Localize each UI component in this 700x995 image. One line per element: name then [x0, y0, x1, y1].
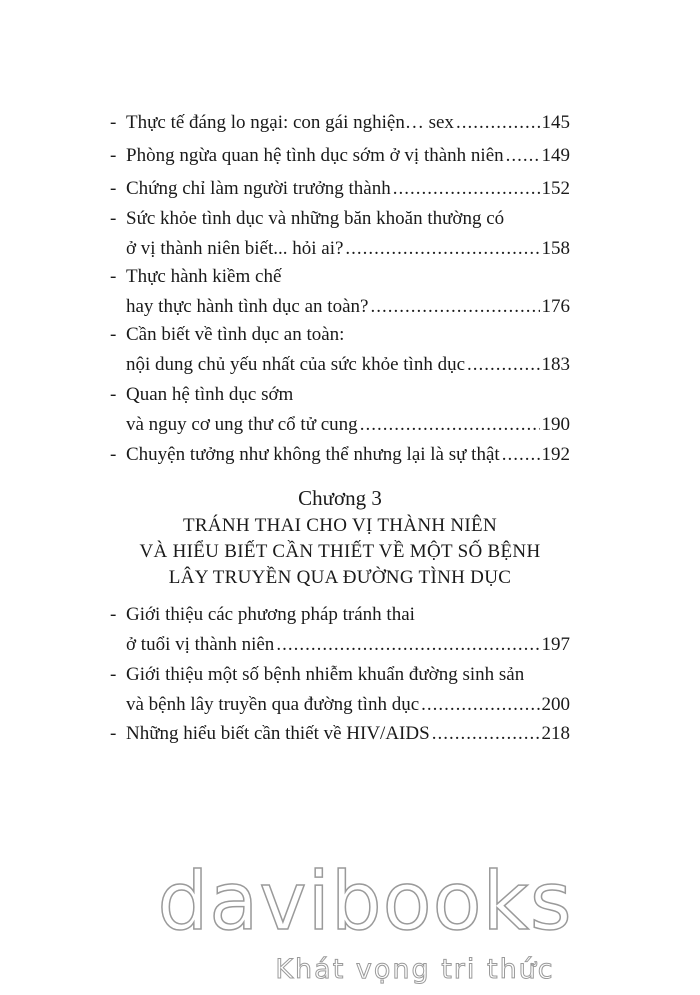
page-number: 200: [541, 694, 570, 715]
bullet-dash: -: [110, 145, 117, 166]
dot-leader: [456, 108, 540, 138]
bullet-dash: -: [110, 178, 117, 199]
page-number: 145: [541, 112, 570, 133]
entry-title-continued: và nguy cơ ung thư cổ tử cung: [126, 414, 358, 435]
toc-entry: [110, 600, 570, 660]
dot-leader: [345, 234, 539, 264]
bullet-dash: -: [110, 444, 117, 465]
chapter-number: Chương 3: [298, 486, 382, 510]
page-number: 192: [541, 444, 570, 465]
toc-entry: [110, 204, 570, 264]
dot-leader: [421, 690, 539, 720]
bullet-dash: -: [110, 266, 117, 287]
toc-entry: [110, 108, 570, 138]
page-number: 149: [541, 145, 570, 166]
dot-leader: [502, 440, 540, 470]
dot-leader: [276, 630, 539, 660]
entry-title-continued: ở vị thành niên biết... hỏi ai?: [126, 238, 344, 259]
entry-title: Chứng chỉ làm người trưởng thành: [126, 178, 391, 199]
chapter-title-line: LÂY TRUYỀN QUA ĐƯỜNG TÌNH DỤC: [168, 567, 512, 588]
page-number: 218: [541, 723, 570, 744]
dot-leader: [506, 141, 540, 171]
entry-title: Chuyện tưởng như không thể nhưng lại là sự thật: [126, 444, 500, 465]
dot-leader: [467, 350, 539, 380]
toc-entry: [110, 141, 570, 171]
entry-title: Giới thiệu một số bệnh nhiễm khuẩn đường sinh sản: [126, 664, 525, 685]
page-number: 152: [541, 178, 570, 199]
chapter-title-line: TRÁNH THAI CHO VỊ THÀNH NIÊN: [183, 515, 497, 536]
entry-title: Thực tế đáng lo ngại: con gái nghiện… sex: [126, 112, 454, 133]
entry-title-continued: ở tuổi vị thành niên: [126, 634, 275, 655]
page-number: 176: [541, 296, 570, 317]
toc-entry: [110, 380, 570, 440]
bullet-dash: -: [110, 208, 117, 229]
dot-leader: [360, 410, 540, 440]
page-number: 190: [541, 414, 570, 435]
entry-title: Quan hệ tình dục sớm: [126, 384, 294, 405]
toc-entry: [110, 174, 570, 204]
watermark-brand: davibooks: [157, 855, 573, 948]
toc-entry: [110, 262, 570, 322]
bullet-dash: -: [110, 664, 117, 685]
toc-entry: [110, 719, 570, 749]
bullet-dash: -: [110, 604, 117, 625]
entry-title: Phòng ngừa quan hệ tình dục sớm ở vị thành niên: [126, 145, 504, 166]
entry-title-continued: và bệnh lây truyền qua đường tình dục: [126, 694, 420, 715]
toc-entry: [110, 440, 570, 470]
dot-leader: [432, 719, 540, 749]
dot-leader: [393, 174, 540, 204]
entry-title-continued: hay thực hành tình dục an toàn?: [126, 296, 369, 317]
entry-title-continued: nội dung chủ yếu nhất của sức khỏe tình dục: [126, 354, 466, 375]
bullet-dash: -: [110, 112, 117, 133]
bullet-dash: -: [110, 384, 117, 405]
page-number: 197: [541, 634, 570, 655]
entry-title: Cần biết về tình dục an toàn:: [126, 324, 345, 345]
page-number: 183: [541, 354, 570, 375]
dot-leader: [370, 292, 539, 322]
entry-title: Thực hành kiềm chế: [126, 266, 282, 287]
toc-entry: [110, 660, 570, 720]
entry-title: Những hiểu biết cần thiết về HIV/AIDS: [126, 723, 430, 744]
chapter-heading: [110, 483, 570, 591]
entry-title: Sức khỏe tình dục và những băn khoăn thường có: [126, 208, 505, 229]
bullet-dash: -: [110, 723, 117, 744]
watermark-tagline: Khát vọng tri thức: [275, 954, 555, 985]
chapter-title-line: VÀ HIỂU BIẾT CẦN THIẾT VỀ MỘT SỐ BỆNH: [139, 541, 541, 562]
entry-title: Giới thiệu các phương pháp tránh thai: [126, 604, 415, 625]
toc-entry: [110, 320, 570, 380]
bullet-dash: -: [110, 324, 117, 345]
page-number: 158: [541, 238, 570, 259]
